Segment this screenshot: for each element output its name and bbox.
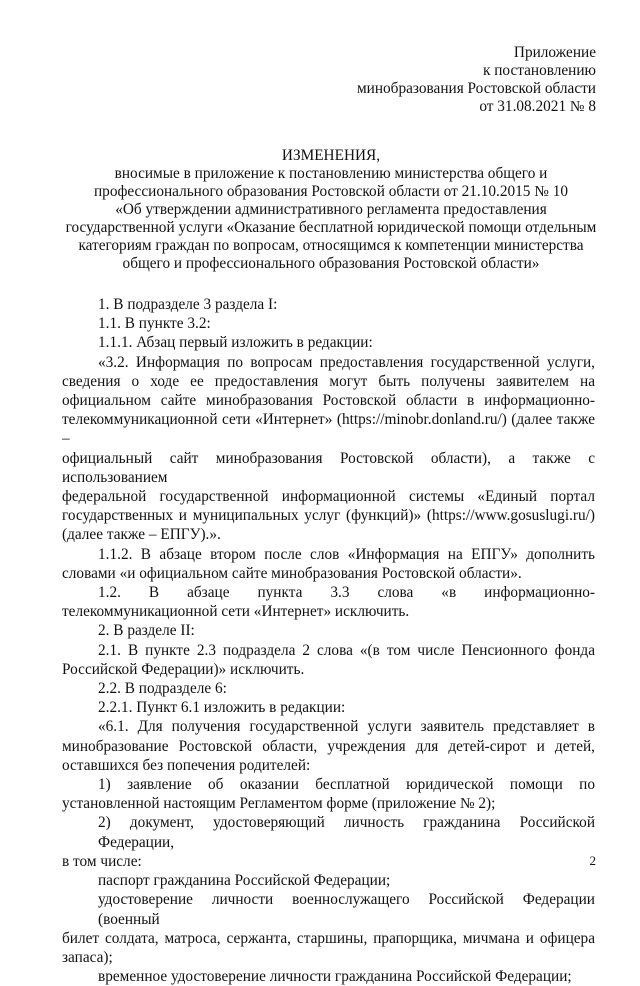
paragraph-4-line: государственных и муниципальных услуг (функций)» (https://www.gosuslugi.ru/) xyxy=(62,507,595,525)
paragraph-15-line: билет солдата, матроса, сержанта, старшины, прапорщика, мичмана и офицера xyxy=(62,929,595,947)
paragraph-11-line: минобразование Ростовской области, учреждения для детей-сирот и детей, xyxy=(62,737,595,755)
paragraph-12 xyxy=(62,775,595,813)
paragraph-11-line: оставшихся без попечения родителей: xyxy=(62,756,311,774)
paragraph-5 xyxy=(62,545,595,583)
paragraph-9: 2.2. В подразделе 6: xyxy=(98,680,227,698)
appendix-line-3: минобразования Ростовской области xyxy=(356,80,596,97)
paragraph-15-line: запаса); xyxy=(62,948,113,966)
paragraph-8 xyxy=(62,641,595,679)
paragraph-13-line: в том числе: xyxy=(62,852,142,870)
title-line-2: профессионального образования Ростовской области от 21.10.2015 № 10 xyxy=(93,183,569,200)
title-heading: ИЗМЕНЕНИЯ, xyxy=(281,147,381,164)
title-line-6: общего и профессионального образования Ростовской области» xyxy=(122,255,540,272)
paragraph-2: 1.1. В пункте 3.2: xyxy=(98,315,211,333)
document-title xyxy=(62,147,600,273)
paragraph-15 xyxy=(62,890,595,967)
paragraph-6-line: 1.2. В абзаце пункта 3.3 слова «в информационно- xyxy=(98,584,595,602)
paragraph-12-line: 1) заявление об оказании бесплатной юридической помощи по xyxy=(98,776,595,794)
title-line-4: государственной услуги «Оказание бесплатной юридической помощи отдельным xyxy=(65,219,597,236)
paragraph-11 xyxy=(62,717,595,775)
paragraph-6 xyxy=(62,583,595,621)
paragraph-15-line: удостоверение личности военнослужащего Российской Федерации (военный xyxy=(98,891,595,928)
paragraph-13 xyxy=(62,813,595,871)
paragraph-4 xyxy=(62,353,595,545)
appendix-line-4: от 31.08.2021 № 8 xyxy=(479,98,596,115)
appendix-header xyxy=(276,44,596,116)
paragraph-5-line: словами «и официальном сайте минобразования Ростовской области». xyxy=(62,564,522,582)
appendix-line-2: к постановлению xyxy=(482,62,596,79)
title-line-3: «Об утверждении административного регламента предоставления xyxy=(115,201,547,218)
paragraph-12-line: установленной настоящим Регламентом форме (приложение № 2); xyxy=(62,795,496,813)
paragraph-4-line: сведения о ходе ее предоставления могут быть получены заявителем на xyxy=(62,372,595,390)
paragraph-10: 2.2.1. Пункт 6.1 изложить в редакции: xyxy=(98,699,346,717)
paragraph-13-line: 2) документ, удостоверяющий личность гражданина Российской Федерации, xyxy=(98,814,595,851)
paragraph-16: временное удостоверение личности гражданина Российской Федерации; xyxy=(98,968,572,986)
paragraph-8-line: 2.1. В пункте 2.3 подраздела 2 слова «(в том числе Пенсионного фонда xyxy=(98,641,595,659)
title-line-5: категориям граждан по вопросам, относящимся к компетенции министерства xyxy=(78,237,584,254)
paragraph-4-line: (далее также – ЕПГУ).». xyxy=(62,526,221,544)
paragraph-5-line: 1.1.2. В абзаце втором после слов «Информация на ЕПГУ» дополнить xyxy=(98,545,595,563)
paragraph-11-line: «6.1. Для получения государственной услуги заявитель представляет в xyxy=(98,718,595,736)
page-number: 2 xyxy=(589,853,596,868)
paragraph-6-line: телекоммуникационной сети «Интернет» исключить. xyxy=(62,603,410,621)
paragraph-4-line: федеральной государственной информационной системы «Единый портал xyxy=(62,488,595,506)
paragraph-4-line: «3.2. Информация по вопросам предоставления государственной услуги, xyxy=(98,353,595,371)
paragraph-14: паспорт гражданина Российской Федерации; xyxy=(98,872,391,890)
appendix-line-1: Приложение xyxy=(513,44,596,61)
paragraph-1: 1. В подразделе 3 раздела I: xyxy=(98,296,278,313)
paragraph-8-line: Российской Федерации)» исключить. xyxy=(62,660,305,678)
paragraph-3: 1.1.1. Абзац первый изложить в редакции: xyxy=(98,334,373,352)
paragraph-4-line: телекоммуникационной сети «Интернет» (https://minobr.donland.ru/) (далее также – xyxy=(62,411,595,448)
paragraph-4-line: официальный сайт минобразования Ростовской области), а также с использованием xyxy=(62,449,595,486)
document-body xyxy=(62,295,595,986)
title-line-1: вносимые в приложение к постановлению министерства общего и xyxy=(114,165,548,182)
paragraph-4-line: официальном сайте минобразования Ростовской области в информационно- xyxy=(62,392,595,410)
paragraph-7: 2. В разделе II: xyxy=(98,622,195,640)
